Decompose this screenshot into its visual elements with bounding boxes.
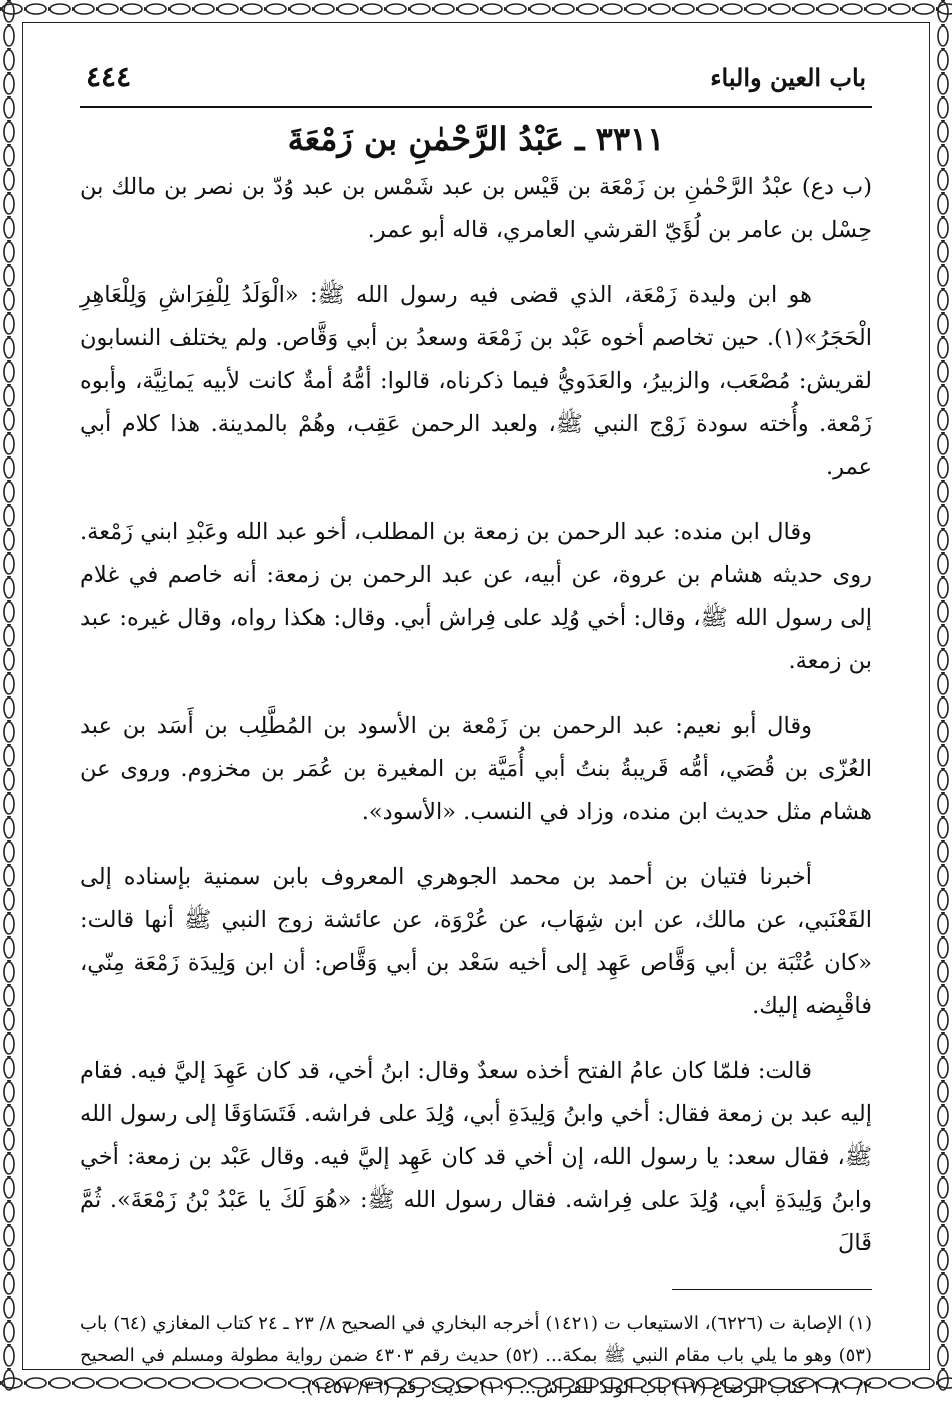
page-number: ٤٤٤ (86, 60, 132, 93)
paragraph-abu-nuaym: وقال أبو نعيم: عبد الرحمن بن زَمْعة بن الأسود بن المُطَّلِب بن أَسَد بن عبد العُزّى بن قُصَي، أمُّه قَريبةُ بنتُ أبي أُمَيَّة بن المغيرة بن عُمَر بن مخزوم. وروى عن هشام مثل حديث ابن منده، وزاد في النسب. «الأسود». (80, 713, 872, 825)
ornamental-border-top (0, 0, 952, 18)
ornamental-border-left (0, 0, 18, 1392)
entry-title: ٣٣١١ ـ عَبْدُ الرَّحْمٰنِ بن زَمْعَةَ (287, 120, 665, 158)
paragraph-isnad: أخبرنا فتيان بن أحمد بن محمد الجوهري المعروف بابن سمنية بإسناده إلى القَعْنَبي، عن مالك، عن ابن شِهَاب، عن عُرْوَة، عن عائشة زوج النبي ﷺ أنها قالت: «كان عُتْبَة بن أبي وَقَّاص عَهِد إلى أخيه سَعْد بن أبي وَقَّاص: أن ابن وَلِيدَة زَمْعَة مِنّي، فاقْبِضه إليك. (80, 864, 872, 1019)
page-content (80, 60, 872, 1422)
paragraph-hadith: قالت: فلمّا كان عامُ الفتح أخذه سعدٌ وقال: ابنُ أخي، قد كان عَهِدَ إليَّ فيه. فقام إليه عبد بن زمعة فقال: أخي وابنُ وَلِيدَةِ أبي، وُلِدَ على فراشه. فَتَسَاوَقَا إلى رسول الله ﷺ، فقال سعد: يا رسول الله، إن أخي قد كان عَهِد إليَّ فيه. وقال عَبْد بن زمعة: أخي وابنُ وَلِيدَةِ أبي، وُلِدَ على فِراشه. فقال رسول الله ﷺ: «هُوَ لَكَ يا عَبْدُ بْنُ زَمْعَةَ». ثُمَّ قَالَ (80, 1058, 872, 1256)
running-title: باب العين والباء (710, 63, 866, 92)
paragraph-lineage: (ب دع) عبْدُ الرَّحْمٰنِ بن زَمْعَة بن قَيْس بن عبد شَمْس بن عبد وُدّ بن نصر بن مالك بن حِسْل بن عامر بن لُؤَيّ القرشي العامري، قاله أبو عمر. (80, 174, 872, 243)
running-head (80, 60, 872, 108)
paragraph-abu-umar: هو ابن وليدة زَمْعَة، الذي قضى فيه رسول الله ﷺ: «الْوَلَدُ لِلْفِرَاشِ وَلِلْعَاهِرِ الْحَجَرُ»(١). حين تخاصم أخوه عَبْد بن زَمْعَة وسعدُ بن أبي وَقَّاص. ولم يختلف النسابون لقريش: مُصْعَب، والزبيرُ، والعَدَويُّ فيما ذكرناه، قالوا: أمُّهُ أمةٌ كانت لأبيه يَمانِيَّة، وأبوه زَمْعة. وأُخته سودة زَوْج النبي ﷺ، ولعبد الرحمن عَقِب، وهُمْ بالمدينة. هذا كلام أبي عمر. (80, 282, 872, 480)
footnote: (١) الإصابة ت (٦٢٢٦)، الاستيعاب ت (١٤٢١) أخرجه البخاري في الصحيح ٨/ ٢٣ ـ ٢٤ كتاب المغازي (٦٤) باب (٥٣) وهو ما يلي باب مقام النبي ﷺ بمكة... (٥٢) حديث رقم ٤٣٠٣ ضمن رواية مطولة ومسلم في الصحيح ٢/ ١٠٨٠ كتاب الرضاع (١٧) باب الولد للفراش... (١٠) حديث رقم (٣٦/ ١٤٥٧). (80, 1313, 872, 1398)
footnote-separator (672, 1289, 872, 1290)
paragraph-ibn-mandah: وقال ابن منده: عبد الرحمن بن زمعة بن المطلب، أخو عبد الله وعَبْدِ ابني زَمْعة. روى حديثه هشام بن عروة، عن أبيه، عن عبد الرحمن بن زمعة: أنه خاصم في غلام إلى رسول الله ﷺ، وقال: أخي وُلِد على فِراش أبي. وقال: هكذا رواه، وقال غيره: عبد بن زمعة. (80, 519, 872, 674)
ornamental-border-right (934, 0, 952, 1392)
